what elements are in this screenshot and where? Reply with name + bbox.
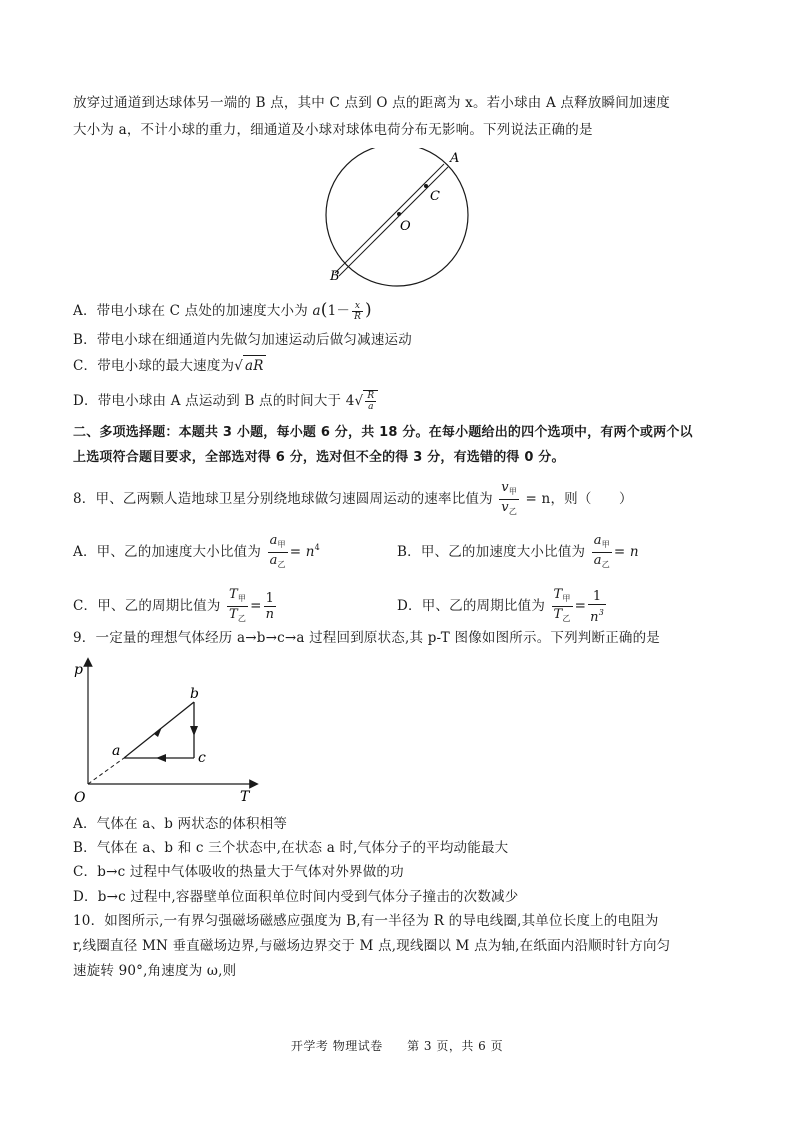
intro-line-2: 大小为 a，不计小球的重力，细通道及小球对球体电荷分布无影响。下列说法正确的是 [73,122,593,138]
sphere-diagram [318,148,478,288]
q9-option-d: D．b→c 过程中,容器壁单位面积单位时间内受到气体分子撞击的次数减少 [73,889,519,905]
label-p: p [74,662,83,678]
q10-line-2: r,线圈直径 MN 垂直磁场边界,与磁场边界交于 M 点,现线圈以 M 点为轴,在纸面内沿顺时针方向匀 [73,938,671,954]
q9-option-a: A．气体在 a、b 两状态的体积相等 [73,816,288,832]
label-O: O [400,219,411,234]
q8-option-a: A．甲、乙的加速度大小比值为 $\frac{a_甲}{a_乙}$ = $n^4$ [73,533,320,569]
q9-option-b: B．气体在 a、b 和 c 三个状态中,在状态 a 时,气体分子的平均动能最大 [73,840,509,856]
q7-option-b: B．带电小球在细通道内先做匀加速运动后做匀减速运动 [73,332,412,348]
q8-option-b: B．甲、乙的加速度大小比值为 $\frac{a_甲}{a_乙}$ = n [397,533,639,569]
q8-option-c: C．甲、乙的周期比值为 $\frac{T_甲}{T_乙}$ = $\frac{1}{n}$ [73,587,275,623]
label-T: T [240,789,250,805]
arrow-a-b [154,727,162,737]
label-a: a [112,743,121,759]
arrow-b-c [190,726,198,736]
label-B: B [330,269,340,284]
label-A: A [450,151,460,166]
channel-line-1 [335,164,444,273]
dashed-extension [88,758,124,784]
label-C: C [430,189,440,204]
arrow-c-a [156,754,166,762]
q10-line-1: 10．如图所示,一有界匀强磁场磁感应强度为 B,有一半径为 R 的导电线圈,其单位长度上的电阻为 [73,913,659,929]
point-C [424,184,428,188]
p-T-graph [68,656,268,808]
q7-option-a: A．带电小球在 C 点处的加速度大小为 a(1－ $\frac{x}{R}$ ) [73,300,372,322]
footer-exam-title: 开学考 物理试卷 [290,1039,383,1053]
q9-stem: 9．一定量的理想气体经历 a→b→c→a 过程回到原状态,其 p-T 图像如图所示。下列判断正确的是 [73,630,661,646]
label-b: b [190,686,199,702]
q8-stem: 8．甲、乙两颗人造地球卫星分别绕地球做匀速圆周运动的速率比值为 $\frac{v_甲}{v_乙}$ = n，则（ ） [73,480,633,516]
q8-option-d: D．甲、乙的周期比值为 $\frac{T_甲}{T_乙}$ = $\frac{1}{n^3}$ [397,587,604,625]
section-2-heading-cont: 上选项符合题目要求，全部选对得 6 分，选对但不全的得 3 分，有选错的得 0 分。 [73,450,565,465]
section-2-heading: 二、多项选择题：本题共 3 小题，每小题 6 分，共 18 分。在每小题给出的四个选项中，有两个或两个以 [73,425,693,440]
footer-page-number: 第 3 页，共 6 页 [407,1039,504,1053]
intro-line-1: 放穿过通道到达球体另一端的 B 点，其中 C 点到 O 点的距离为 x。若小球由 A 点释放瞬间加速度 [73,95,671,111]
q10-line-3: 速旋转 90°,角速度为 ω,则 [73,963,237,979]
q9-option-c: C．b→c 过程中气体吸收的热量大于气体对外界做的功 [73,864,404,880]
label-c: c [198,750,206,766]
channel-line-2 [339,167,448,276]
page-footer [0,1037,794,1054]
label-O: O [74,790,86,806]
point-O [397,212,401,216]
q7-option-d: D．带电小球由 A 点运动到 B 点的时间大于 4√ $\frac{R}{a}$ [73,390,378,412]
q7-option-c: C．带电小球的最大速度为√ aR [73,355,266,376]
